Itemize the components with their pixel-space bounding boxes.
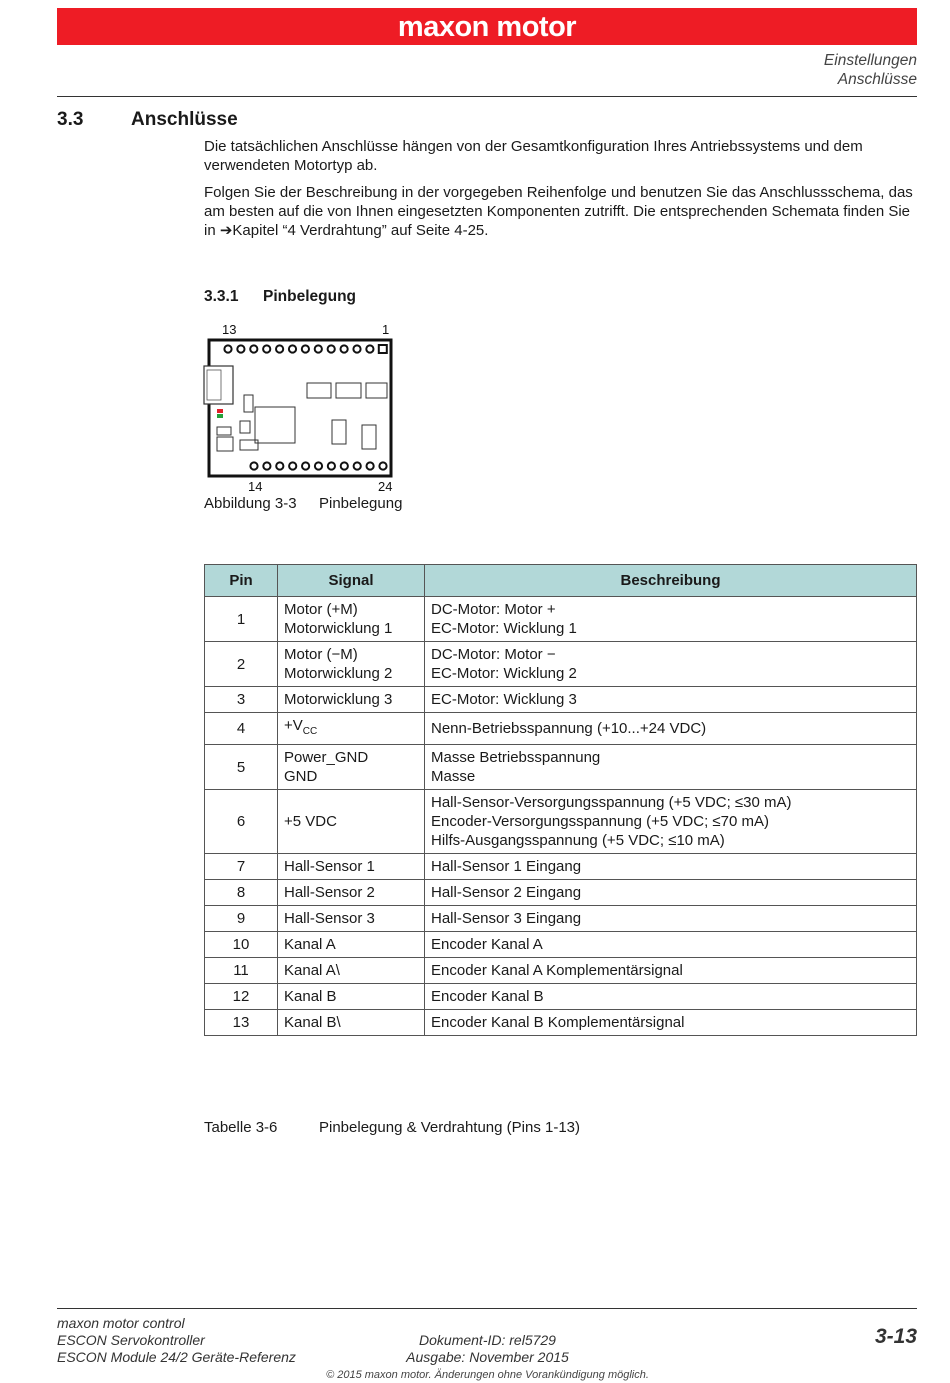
- signal-line: Motorwicklung 2: [284, 665, 393, 682]
- table-row: [205, 958, 917, 984]
- pin-cell: 4: [205, 713, 278, 745]
- signal-line: Motor (−M): [284, 646, 358, 663]
- description-cell: Hall-Sensor 3 Eingang: [425, 906, 917, 932]
- column-header-description: Beschreibung: [425, 565, 917, 597]
- document-edition: Ausgabe: November 2015: [406, 1349, 569, 1365]
- signal-cell: Kanal A: [278, 932, 425, 958]
- table-row: [205, 745, 917, 790]
- signal-cell: Hall-Sensor 2: [278, 880, 425, 906]
- signal-cell: [278, 713, 425, 745]
- signal-cell: Motorwicklung 3: [278, 687, 425, 713]
- signal-cell: [278, 597, 425, 642]
- pin-cell: 12: [205, 984, 278, 1010]
- breadcrumb-chapter: Einstellungen: [823, 52, 917, 69]
- pin-pad: [341, 462, 348, 469]
- pin-1-square-pad: [379, 345, 387, 353]
- signal-cell: Hall-Sensor 1: [278, 854, 425, 880]
- signal-line: Motorwicklung 1: [284, 620, 393, 637]
- pin-pad: [263, 462, 270, 469]
- signal-line: GND: [284, 768, 318, 785]
- column-header-pin: Pin: [205, 565, 278, 597]
- section-number: 3.3: [57, 109, 84, 130]
- arrow-icon: ➔: [219, 222, 233, 239]
- description-line: Masse: [431, 768, 476, 785]
- footer-document-info: [395, 1332, 580, 1366]
- brand-header-bar: [57, 8, 917, 45]
- section-title: Anschlüsse: [131, 109, 238, 130]
- pin-pad: [328, 345, 335, 352]
- pin-pad: [302, 462, 309, 469]
- signal-cell: [278, 642, 425, 687]
- pin-cell: 8: [205, 880, 278, 906]
- pin-cell: 9: [205, 906, 278, 932]
- description-line: EC-Motor: Wicklung 1: [431, 620, 577, 637]
- status-led-green: [217, 414, 223, 418]
- pin-pad: [250, 345, 257, 352]
- signal-cell: +5 VDC: [278, 790, 425, 854]
- table-caption: [204, 1119, 580, 1136]
- description-cell: Encoder Kanal B: [425, 984, 917, 1010]
- description-line: Masse Betriebsspannung: [431, 749, 601, 766]
- table-row: [205, 642, 917, 687]
- description-cell: Nenn-Betriebsspannung (+10...+24 VDC): [425, 713, 917, 745]
- signal-line: Motor (+M): [284, 601, 358, 618]
- pin-pad: [315, 462, 322, 469]
- signal-cell: Hall-Sensor 3: [278, 906, 425, 932]
- description-line: DC-Motor: Motor +: [431, 601, 556, 618]
- footer-product-info: [57, 1315, 296, 1366]
- chapter-reference-link[interactable]: Kapitel “4 Verdrahtung” auf Seite 4-25.: [232, 222, 489, 239]
- signal-cell: Kanal B: [278, 984, 425, 1010]
- signal-cell: Kanal A\: [278, 958, 425, 984]
- pin-pad: [276, 345, 283, 352]
- table-row: [205, 713, 917, 745]
- header-divider: [57, 96, 917, 97]
- description-line: Hall-Sensor-Versorgungsspannung (+5 VDC; ≤30 mA): [431, 794, 792, 811]
- description-line: DC-Motor: Motor −: [431, 646, 556, 663]
- pin-cell: 5: [205, 745, 278, 790]
- table-row: [205, 932, 917, 958]
- table-row: [205, 854, 917, 880]
- description-cell: EC-Motor: Wicklung 3: [425, 687, 917, 713]
- figure-caption-text: Pinbelegung: [319, 495, 403, 512]
- pin-cell: 3: [205, 687, 278, 713]
- pin-label-14: 14: [248, 479, 263, 492]
- pin-pad: [328, 462, 335, 469]
- footer-divider: [57, 1308, 917, 1309]
- pin-pad: [379, 462, 386, 469]
- footer-line: maxon motor control: [57, 1315, 185, 1331]
- description-line: Encoder-Versorgungsspannung (+5 VDC; ≤70 mA): [431, 813, 769, 830]
- signal-cell: Kanal B\: [278, 1010, 425, 1036]
- document-id: Dokument-ID: rel5729: [419, 1332, 556, 1348]
- column-header-signal: Signal: [278, 565, 425, 597]
- pin-cell: 7: [205, 854, 278, 880]
- footer-line: ESCON Servokontroller: [57, 1332, 205, 1348]
- signal-subscript: CC: [302, 726, 318, 737]
- description-cell: Encoder Kanal A Komplementärsignal: [425, 958, 917, 984]
- description-cell: Hall-Sensor 2 Eingang: [425, 880, 917, 906]
- pin-assignment-table: [204, 564, 917, 1036]
- pin-cell: 2: [205, 642, 278, 687]
- pin-pad: [354, 462, 361, 469]
- table-row: [205, 687, 917, 713]
- description-line: Hilfs-Ausgangsspannung (+5 VDC; ≤10 mA): [431, 832, 725, 849]
- description-cell: Hall-Sensor 1 Eingang: [425, 854, 917, 880]
- subsection-title: Pinbelegung: [263, 288, 356, 305]
- board-outline: [209, 340, 391, 476]
- brand-logo: maxon motor: [397, 11, 577, 43]
- pin-cell: 13: [205, 1010, 278, 1036]
- table-caption-label: Tabelle 3-6: [204, 1119, 278, 1136]
- pin-pad: [366, 345, 373, 352]
- description-cell: [425, 597, 917, 642]
- description-cell: Encoder Kanal A: [425, 932, 917, 958]
- pin-pad: [353, 345, 360, 352]
- instructions-text: Folgen Sie der Beschreibung in der vorgegeben Reihenfolge und benutzen Sie das Anschlussschema, das am besten auf die von Ihnen eingesetzten Komponenten zutrifft. Die entsprechenden Schemata finden Sie in: [204, 184, 913, 239]
- footer-line: ESCON Module 24/2 Geräte-Referenz: [57, 1349, 296, 1365]
- pin-cell: 11: [205, 958, 278, 984]
- pin-pad: [224, 345, 231, 352]
- table-caption-text: Pinbelegung & Verdrahtung (Pins 1-13): [319, 1119, 581, 1136]
- pin-pad: [237, 345, 244, 352]
- signal-main: +V: [284, 717, 303, 734]
- table-row: [205, 1010, 917, 1036]
- pin-pad: [289, 345, 296, 352]
- figure-caption: [204, 495, 402, 512]
- description-cell: [425, 790, 917, 854]
- pin-pad: [250, 462, 257, 469]
- page-number: 3-13: [874, 1325, 917, 1348]
- pin-cell: 1: [205, 597, 278, 642]
- pin-pad: [302, 345, 309, 352]
- table-row: [205, 906, 917, 932]
- instructions-paragraph: [204, 183, 919, 240]
- description-cell: [425, 745, 917, 790]
- description-line: EC-Motor: Wicklung 2: [431, 665, 577, 682]
- pin-pad: [289, 462, 296, 469]
- signal-line: Power_GND: [284, 749, 369, 766]
- copyright-notice: © 2015 maxon motor. Änderungen ohne Vorankündigung möglich.: [326, 1369, 649, 1381]
- table-row: [205, 880, 917, 906]
- pin-pad: [367, 462, 374, 469]
- intro-paragraph: Die tatsächlichen Anschlüsse hängen von der Gesamtkonfiguration Ihres Antriebssystems und dem verwendeten Motortyp ab.: [204, 138, 863, 174]
- breadcrumb-section: Anschlüsse: [837, 71, 917, 88]
- description-cell: [425, 642, 917, 687]
- pin-pad: [263, 345, 270, 352]
- breadcrumb: [824, 51, 917, 89]
- pin-assignment-figure: [200, 320, 405, 492]
- pin-label-24: 24: [378, 479, 393, 492]
- pin-pad: [315, 345, 322, 352]
- pin-cell: 10: [205, 932, 278, 958]
- pin-label-1: 1: [382, 322, 390, 337]
- description-cell: Encoder Kanal B Komplementärsignal: [425, 1010, 917, 1036]
- status-led-red: [217, 409, 223, 413]
- pin-cell: 6: [205, 790, 278, 854]
- table-row: [205, 984, 917, 1010]
- table-row: [205, 597, 917, 642]
- table-header-row: [205, 565, 917, 597]
- pin-pad: [341, 345, 348, 352]
- signal-cell: [278, 745, 425, 790]
- pin-label-13: 13: [222, 322, 237, 337]
- figure-caption-label: Abbildung 3-3: [204, 495, 297, 512]
- pin-pad: [276, 462, 283, 469]
- usb-connector: [204, 366, 233, 404]
- subsection-number: 3.3.1: [204, 288, 239, 305]
- table-row: [205, 790, 917, 854]
